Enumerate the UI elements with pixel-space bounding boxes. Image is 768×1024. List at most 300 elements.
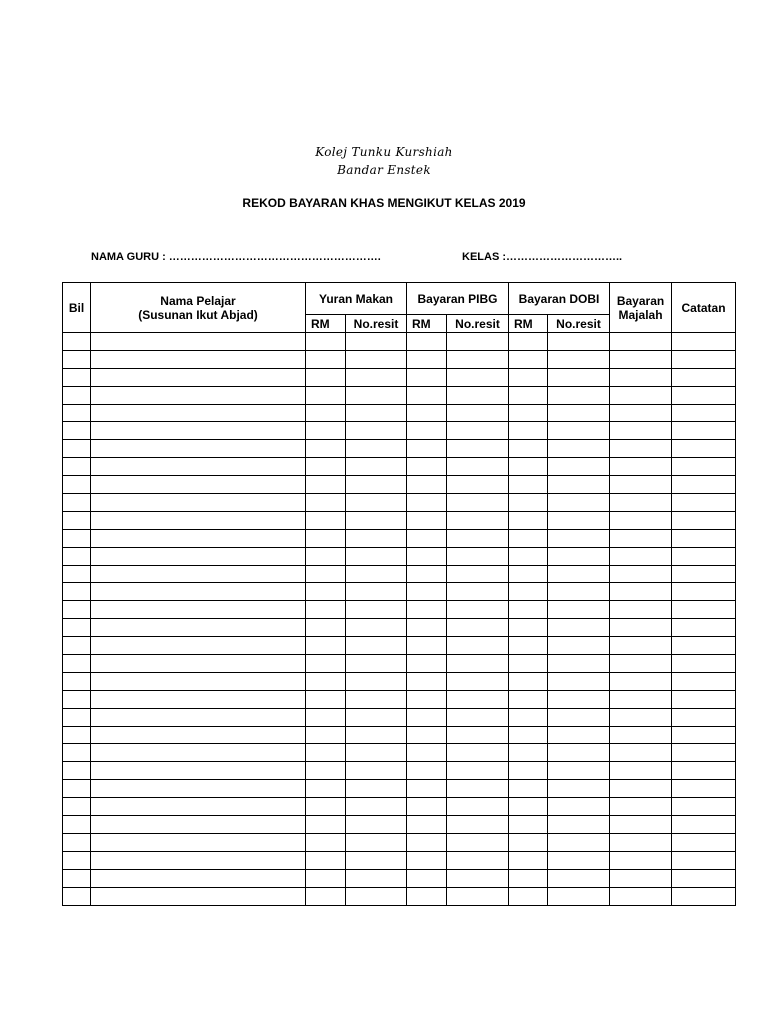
- table-cell: [91, 476, 306, 494]
- table-cell: [447, 440, 509, 458]
- header-dobi-rm: RM: [509, 315, 548, 333]
- table-cell: [610, 547, 672, 565]
- table-cell: [610, 404, 672, 422]
- table-cell: [407, 601, 447, 619]
- table-cell: [610, 816, 672, 834]
- table-row: [63, 547, 736, 565]
- table-cell: [306, 869, 346, 887]
- table-cell: [407, 476, 447, 494]
- table-cell: [306, 887, 346, 905]
- table-cell: [63, 476, 91, 494]
- table-row: [63, 655, 736, 673]
- table-cell: [672, 547, 736, 565]
- table-cell: [672, 404, 736, 422]
- table-cell: [672, 440, 736, 458]
- table-cell: [509, 816, 548, 834]
- table-cell: [672, 368, 736, 386]
- table-cell: [548, 619, 610, 637]
- table-cell: [610, 601, 672, 619]
- table-cell: [91, 368, 306, 386]
- table-cell: [91, 762, 306, 780]
- table-cell: [548, 887, 610, 905]
- table-cell: [407, 655, 447, 673]
- table-row: [63, 440, 736, 458]
- table-cell: [548, 494, 610, 512]
- table-cell: [610, 762, 672, 780]
- table-cell: [91, 780, 306, 798]
- header-majalah-line1: Bayaran: [616, 293, 665, 308]
- table-cell: [610, 708, 672, 726]
- table-cell: [346, 619, 407, 637]
- table-cell: [407, 887, 447, 905]
- table-cell: [91, 494, 306, 512]
- table-cell: [63, 583, 91, 601]
- table-cell: [447, 350, 509, 368]
- table-cell: [447, 494, 509, 512]
- table-cell: [447, 887, 509, 905]
- table-cell: [548, 350, 610, 368]
- header-bayaran-dobi: Bayaran DOBI: [509, 283, 610, 315]
- table-cell: [509, 386, 548, 404]
- header-yuran-makan: Yuran Makan: [306, 283, 407, 315]
- table-cell: [548, 869, 610, 887]
- table-cell: [610, 565, 672, 583]
- table-cell: [610, 619, 672, 637]
- table-cell: [548, 565, 610, 583]
- header-nama-line1: Nama Pelajar: [160, 293, 236, 308]
- table-cell: [447, 798, 509, 816]
- table-row: [63, 404, 736, 422]
- table-cell: [447, 565, 509, 583]
- table-cell: [346, 476, 407, 494]
- table-cell: [509, 333, 548, 351]
- table-cell: [306, 744, 346, 762]
- table-cell: [548, 851, 610, 869]
- table-cell: [672, 655, 736, 673]
- table-cell: [346, 816, 407, 834]
- table-cell: [63, 386, 91, 404]
- table-cell: [447, 601, 509, 619]
- table-cell: [447, 529, 509, 547]
- table-cell: [346, 583, 407, 601]
- table-row: [63, 601, 736, 619]
- table-cell: [509, 368, 548, 386]
- table-cell: [509, 565, 548, 583]
- table-cell: [509, 440, 548, 458]
- header-catatan: Catatan: [672, 283, 736, 333]
- table-cell: [306, 601, 346, 619]
- table-cell: [672, 762, 736, 780]
- table-cell: [672, 386, 736, 404]
- table-row: [63, 744, 736, 762]
- table-cell: [548, 672, 610, 690]
- table-cell: [306, 798, 346, 816]
- class-field: KELAS :…………………………..: [462, 251, 623, 263]
- table-cell: [447, 619, 509, 637]
- table-cell: [672, 350, 736, 368]
- table-cell: [548, 833, 610, 851]
- table-row: [63, 672, 736, 690]
- table-cell: [346, 511, 407, 529]
- table-cell: [91, 565, 306, 583]
- table-cell: [63, 851, 91, 869]
- table-cell: [509, 476, 548, 494]
- table-cell: [306, 655, 346, 673]
- table-cell: [407, 333, 447, 351]
- table-cell: [610, 494, 672, 512]
- header-bayaran-pibg: Bayaran PIBG: [407, 283, 509, 315]
- table-cell: [63, 869, 91, 887]
- table-cell: [672, 780, 736, 798]
- table-cell: [407, 529, 447, 547]
- table-cell: [548, 458, 610, 476]
- table-cell: [63, 565, 91, 583]
- table-cell: [63, 672, 91, 690]
- table-cell: [610, 780, 672, 798]
- table-cell: [306, 494, 346, 512]
- table-cell: [91, 529, 306, 547]
- table-cell: [447, 511, 509, 529]
- table-cell: [548, 529, 610, 547]
- table-cell: [447, 547, 509, 565]
- header-nama-line2: (Susunan Ikut Abjad): [138, 307, 258, 322]
- table-cell: [346, 655, 407, 673]
- table-cell: [91, 833, 306, 851]
- table-cell: [509, 494, 548, 512]
- table-row: [63, 762, 736, 780]
- table-cell: [509, 690, 548, 708]
- table-cell: [346, 368, 407, 386]
- table-cell: [548, 708, 610, 726]
- table-cell: [407, 547, 447, 565]
- table-cell: [509, 869, 548, 887]
- table-cell: [306, 762, 346, 780]
- table-cell: [447, 833, 509, 851]
- table-cell: [91, 816, 306, 834]
- table-cell: [91, 422, 306, 440]
- table-cell: [63, 601, 91, 619]
- table-cell: [63, 511, 91, 529]
- table-cell: [306, 458, 346, 476]
- table-cell: [407, 404, 447, 422]
- table-cell: [610, 637, 672, 655]
- table-cell: [672, 422, 736, 440]
- table-cell: [91, 655, 306, 673]
- table-cell: [447, 368, 509, 386]
- table-cell: [346, 851, 407, 869]
- table-cell: [91, 601, 306, 619]
- table-cell: [610, 726, 672, 744]
- table-cell: [306, 350, 346, 368]
- table-row: [63, 333, 736, 351]
- page-title: REKOD BAYARAN KHAS MENGIKUT KELAS 2019: [242, 196, 526, 210]
- table-cell: [447, 816, 509, 834]
- table-cell: [672, 690, 736, 708]
- payment-record-table: [62, 282, 736, 906]
- table-row: [63, 708, 736, 726]
- table-cell: [610, 833, 672, 851]
- table-cell: [407, 762, 447, 780]
- table-cell: [548, 726, 610, 744]
- table-row: [63, 887, 736, 905]
- table-cell: [672, 619, 736, 637]
- table-cell: [672, 529, 736, 547]
- table-cell: [509, 762, 548, 780]
- header-bayaran-majalah: [610, 283, 672, 333]
- table-cell: [346, 494, 407, 512]
- table-cell: [509, 708, 548, 726]
- table-cell: [346, 333, 407, 351]
- table-cell: [548, 386, 610, 404]
- table-cell: [407, 368, 447, 386]
- table-cell: [91, 458, 306, 476]
- table-cell: [548, 601, 610, 619]
- table-cell: [306, 368, 346, 386]
- table-cell: [346, 726, 407, 744]
- table-cell: [509, 547, 548, 565]
- table-cell: [63, 333, 91, 351]
- table-cell: [548, 690, 610, 708]
- table-cell: [672, 494, 736, 512]
- table-cell: [672, 726, 736, 744]
- table-cell: [91, 583, 306, 601]
- table-cell: [63, 458, 91, 476]
- table-cell: [346, 386, 407, 404]
- table-cell: [509, 601, 548, 619]
- table-cell: [447, 404, 509, 422]
- table-cell: [672, 833, 736, 851]
- table-cell: [306, 851, 346, 869]
- table-cell: [407, 851, 447, 869]
- table-row: [63, 422, 736, 440]
- table-cell: [407, 458, 447, 476]
- table-cell: [610, 690, 672, 708]
- table-cell: [509, 655, 548, 673]
- table-row: [63, 619, 736, 637]
- table-cell: [346, 440, 407, 458]
- table-cell: [407, 386, 447, 404]
- table-cell: [346, 422, 407, 440]
- table-cell: [509, 458, 548, 476]
- table-cell: [548, 744, 610, 762]
- table-cell: [407, 422, 447, 440]
- table-cell: [548, 368, 610, 386]
- table-cell: [672, 851, 736, 869]
- table-cell: [91, 637, 306, 655]
- table-cell: [346, 350, 407, 368]
- table-cell: [548, 655, 610, 673]
- header-majalah-line2: Majalah: [618, 307, 663, 322]
- teacher-name-field: NAMA GURU : ………………………………………………….: [91, 251, 381, 263]
- table-cell: [306, 547, 346, 565]
- table-cell: [63, 529, 91, 547]
- table-cell: [509, 619, 548, 637]
- table-cell: [447, 708, 509, 726]
- table-row: [63, 476, 736, 494]
- table-cell: [306, 583, 346, 601]
- table-cell: [447, 333, 509, 351]
- table-cell: [548, 333, 610, 351]
- table-row: [63, 494, 736, 512]
- table-cell: [548, 798, 610, 816]
- table-row: [63, 565, 736, 583]
- table-cell: [548, 511, 610, 529]
- table-cell: [509, 887, 548, 905]
- table-cell: [672, 798, 736, 816]
- table-cell: [672, 708, 736, 726]
- table-cell: [509, 851, 548, 869]
- table-cell: [672, 816, 736, 834]
- table-cell: [306, 440, 346, 458]
- table-cell: [346, 744, 407, 762]
- table-cell: [346, 672, 407, 690]
- table-cell: [407, 637, 447, 655]
- table-cell: [407, 583, 447, 601]
- table-cell: [346, 690, 407, 708]
- table-cell: [63, 887, 91, 905]
- table-cell: [91, 333, 306, 351]
- table-cell: [447, 744, 509, 762]
- table-cell: [509, 583, 548, 601]
- table-cell: [447, 422, 509, 440]
- header-bil: Bil: [63, 283, 91, 333]
- table-cell: [63, 655, 91, 673]
- table-cell: [548, 816, 610, 834]
- table-cell: [447, 851, 509, 869]
- table-cell: [91, 851, 306, 869]
- table-row: [63, 583, 736, 601]
- header-makan-rm: RM: [306, 315, 346, 333]
- table-cell: [306, 476, 346, 494]
- table-body: [63, 333, 736, 906]
- table-cell: [346, 404, 407, 422]
- table-cell: [672, 333, 736, 351]
- table-cell: [407, 494, 447, 512]
- table-cell: [672, 601, 736, 619]
- table-cell: [91, 440, 306, 458]
- table-header-row: [63, 283, 736, 315]
- table-cell: [447, 637, 509, 655]
- table-cell: [610, 887, 672, 905]
- table-cell: [610, 333, 672, 351]
- table-cell: [346, 708, 407, 726]
- table-cell: [447, 726, 509, 744]
- table-cell: [306, 726, 346, 744]
- table-cell: [509, 529, 548, 547]
- table-cell: [610, 798, 672, 816]
- table-cell: [91, 547, 306, 565]
- table-cell: [509, 780, 548, 798]
- table-cell: [447, 762, 509, 780]
- table-cell: [548, 583, 610, 601]
- table-row: [63, 637, 736, 655]
- table-cell: [63, 708, 91, 726]
- table-cell: [447, 458, 509, 476]
- table-row: [63, 458, 736, 476]
- table-cell: [407, 780, 447, 798]
- table-cell: [610, 422, 672, 440]
- table-cell: [63, 690, 91, 708]
- table-cell: [610, 350, 672, 368]
- table-cell: [346, 547, 407, 565]
- header-dobi-no-resit: No.resit: [548, 315, 610, 333]
- table-cell: [91, 511, 306, 529]
- table-cell: [346, 762, 407, 780]
- header-nama-pelajar: [91, 283, 306, 333]
- table-cell: [672, 744, 736, 762]
- table-cell: [610, 583, 672, 601]
- table-cell: [91, 404, 306, 422]
- table-cell: [63, 726, 91, 744]
- school-name: Kolej Tunku Kurshiah: [315, 145, 453, 159]
- table-cell: [407, 833, 447, 851]
- table-cell: [306, 708, 346, 726]
- table-cell: [548, 404, 610, 422]
- table-cell: [610, 744, 672, 762]
- table-cell: [509, 833, 548, 851]
- table-cell: [509, 422, 548, 440]
- table-cell: [91, 744, 306, 762]
- table-cell: [509, 637, 548, 655]
- table-row: [63, 529, 736, 547]
- table-cell: [407, 350, 447, 368]
- table-cell: [63, 619, 91, 637]
- table-cell: [407, 690, 447, 708]
- table-row: [63, 869, 736, 887]
- table-cell: [672, 476, 736, 494]
- table-cell: [610, 655, 672, 673]
- table-cell: [346, 887, 407, 905]
- table-cell: [407, 511, 447, 529]
- table-cell: [346, 798, 407, 816]
- table-cell: [63, 422, 91, 440]
- table-cell: [610, 511, 672, 529]
- table-cell: [346, 780, 407, 798]
- table-cell: [672, 583, 736, 601]
- table-cell: [306, 422, 346, 440]
- table-cell: [447, 655, 509, 673]
- table-cell: [447, 386, 509, 404]
- table-row: [63, 851, 736, 869]
- table-cell: [407, 708, 447, 726]
- table-cell: [306, 511, 346, 529]
- table-cell: [63, 780, 91, 798]
- table-cell: [306, 333, 346, 351]
- table-cell: [509, 511, 548, 529]
- table-cell: [610, 851, 672, 869]
- table-cell: [91, 350, 306, 368]
- table-cell: [346, 869, 407, 887]
- table-cell: [306, 637, 346, 655]
- table-cell: [91, 619, 306, 637]
- table-cell: [306, 816, 346, 834]
- table-cell: [548, 422, 610, 440]
- table-cell: [610, 458, 672, 476]
- table-row: [63, 690, 736, 708]
- table-cell: [548, 637, 610, 655]
- table-cell: [407, 816, 447, 834]
- table-cell: [548, 440, 610, 458]
- table-cell: [63, 547, 91, 565]
- school-location: Bandar Enstek: [337, 163, 431, 177]
- table-cell: [63, 350, 91, 368]
- table-cell: [306, 404, 346, 422]
- table-cell: [306, 565, 346, 583]
- table-row: [63, 833, 736, 851]
- table-cell: [306, 529, 346, 547]
- table-cell: [346, 565, 407, 583]
- table-cell: [407, 798, 447, 816]
